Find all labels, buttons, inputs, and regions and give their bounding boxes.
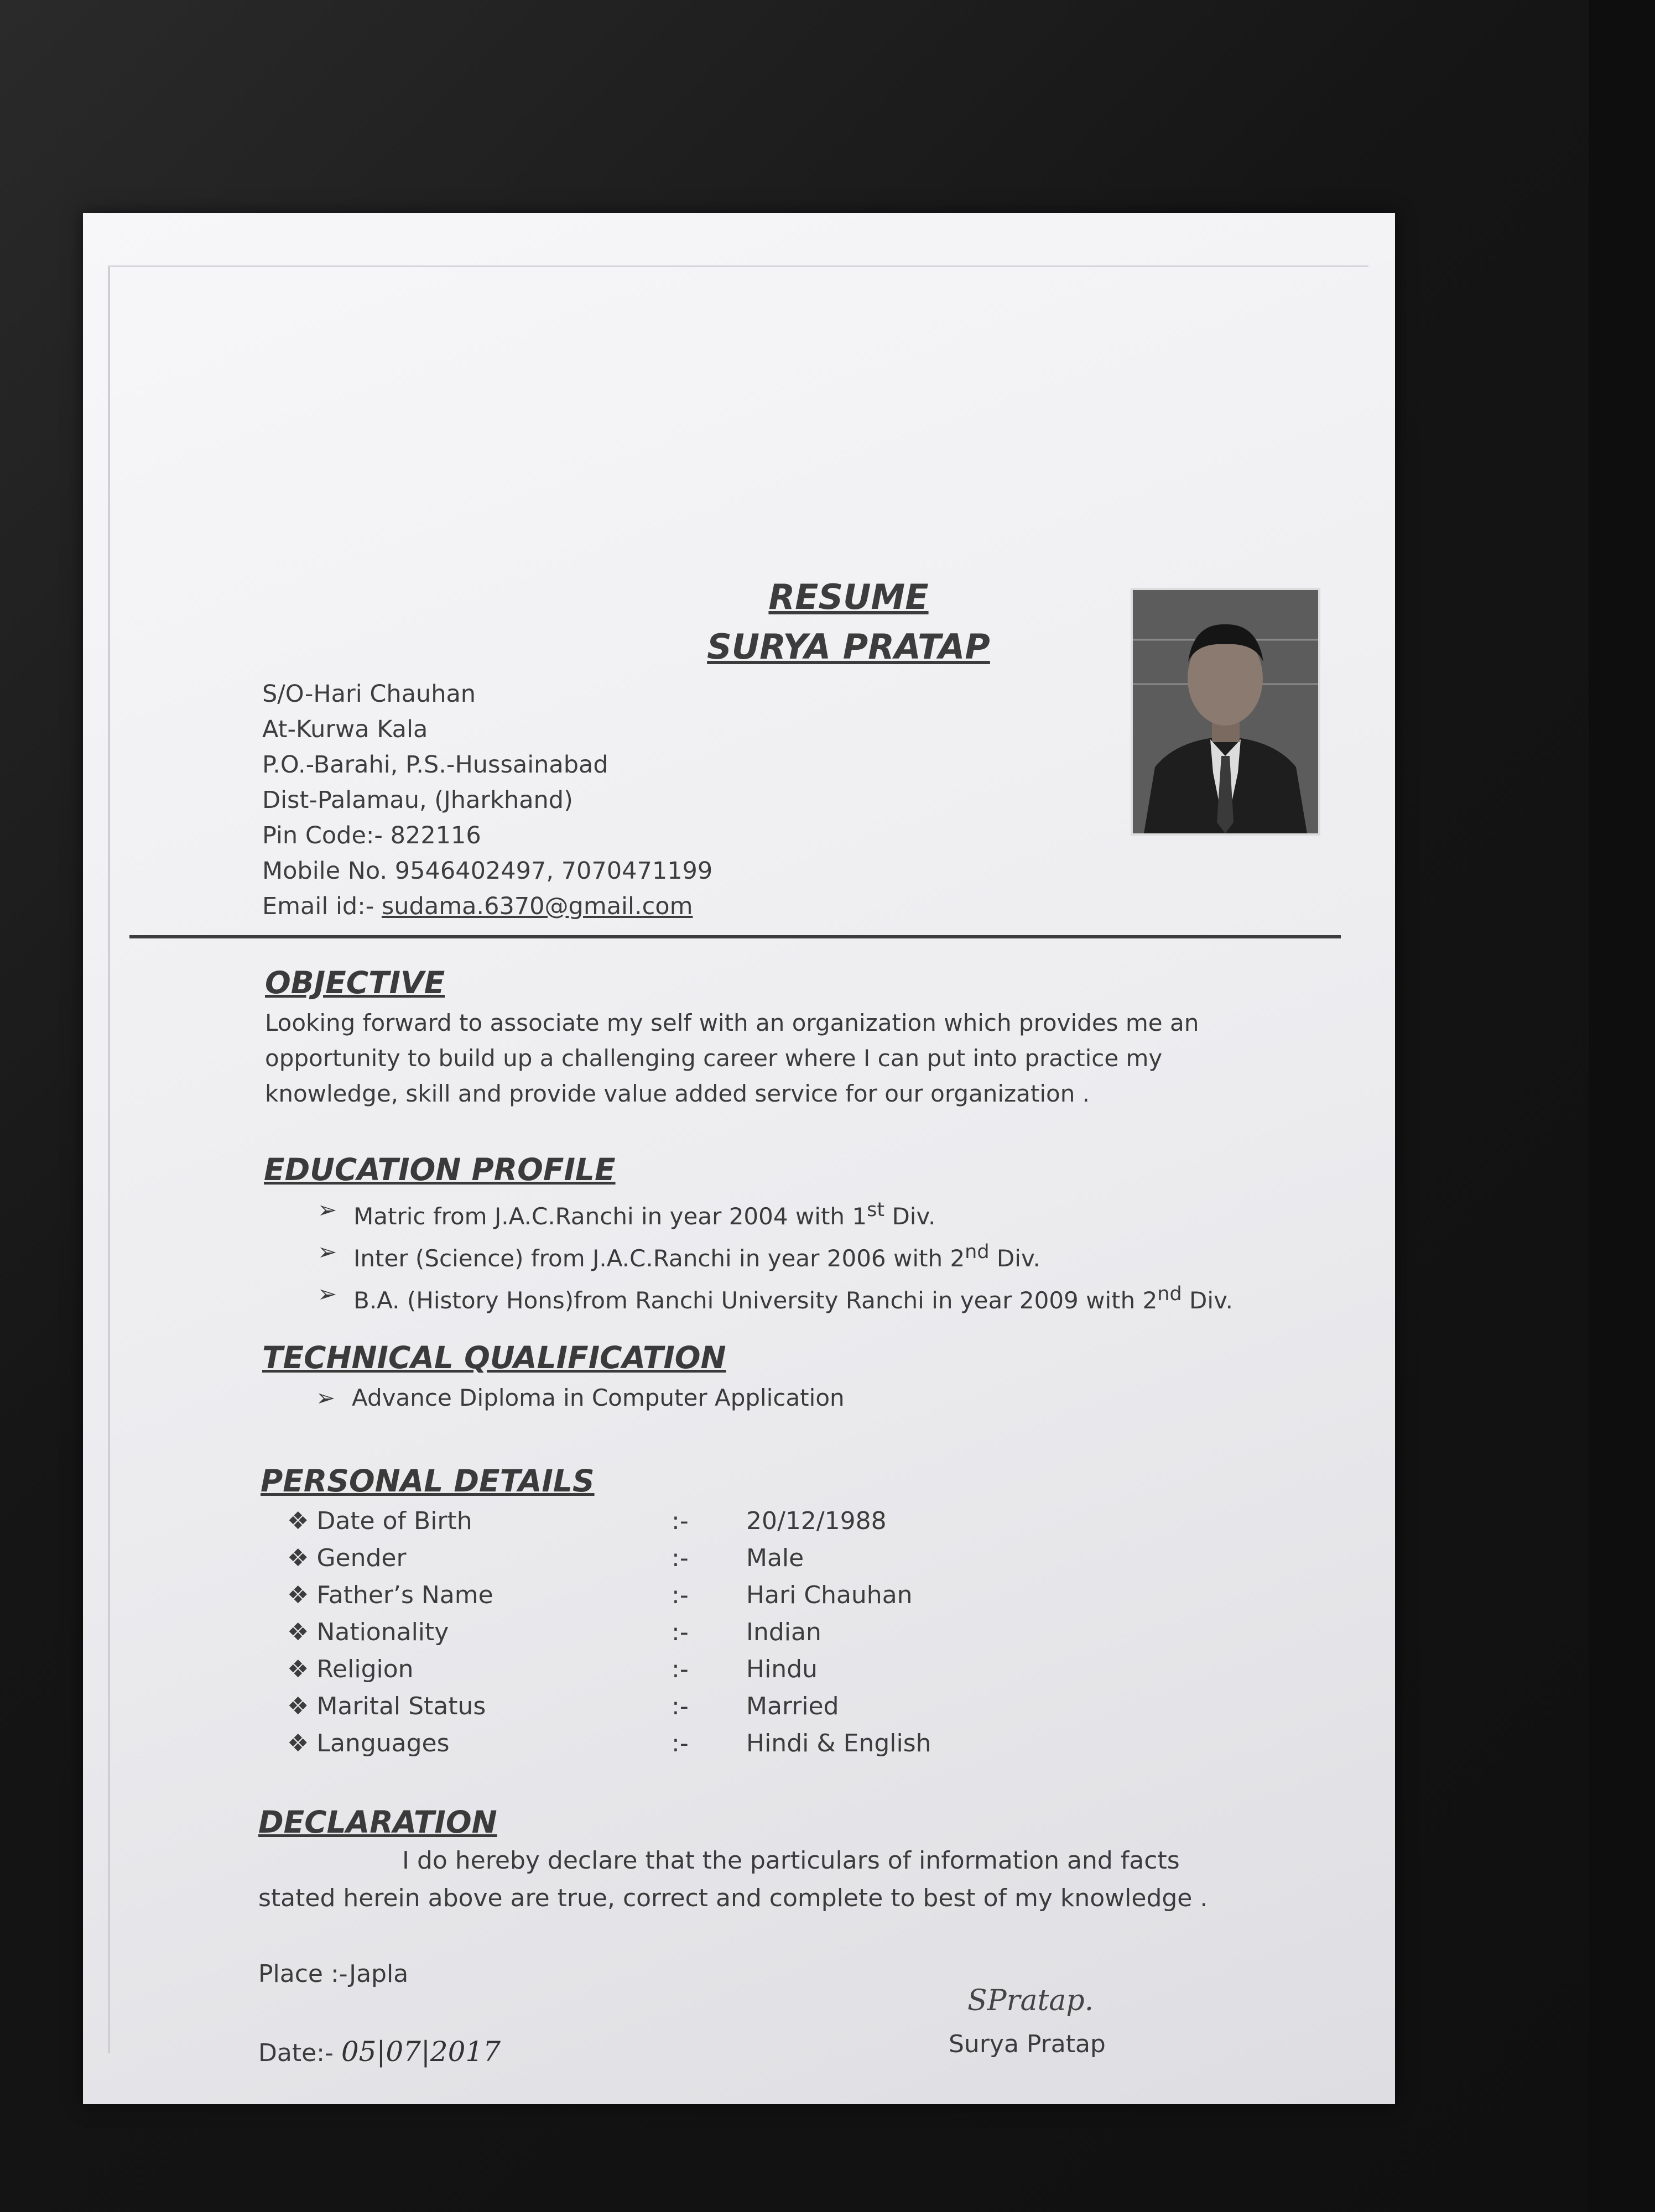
diamond-bullet-icon: ❖ [287,1618,309,1646]
diamond-bullet-icon: ❖ [287,1729,309,1757]
diamond-bullet-icon: ❖ [287,1581,309,1609]
declaration-heading: DECLARATION [258,1804,497,1840]
signer-name: Surya Pratap [949,2030,1106,2058]
date-text [258,2034,501,2071]
objective-text [265,1005,1199,1112]
arrow-bullet-icon: ➢ [318,1196,337,1223]
detail-label: ❖ Languages [287,1729,450,1757]
diamond-bullet-icon: ❖ [287,1692,309,1720]
declaration-line: stated herein above are true, correct and complete to best of my knowledge . [258,1884,1208,1912]
detail-value: Hindu [746,1655,818,1683]
list-item: ➢ Advance Diploma in Computer Application [316,1380,845,1416]
detail-separator: :- [672,1581,689,1609]
address-line: Pin Code:- 822116 [262,822,481,849]
arrow-bullet-icon: ➢ [318,1238,337,1265]
table-row [287,1614,1061,1651]
date-label: Date:- [258,2039,341,2067]
arrow-bullet-icon: ➢ [318,1280,337,1307]
header-divider [129,935,1341,938]
diamond-bullet-icon: ❖ [287,1544,309,1572]
objective-heading: OBJECTIVE [265,965,445,1000]
address-line: Dist-Palamau, (Jharkhand) [262,786,573,814]
detail-separator: :- [672,1544,689,1572]
objective-line: opportunity to build up a challenging career where I can put into practice my [265,1045,1163,1072]
address-block [262,676,712,924]
signature: SPratap. [967,1984,1094,2017]
education-heading: EDUCATION PROFILE [264,1152,616,1187]
detail-separator: :- [672,1729,689,1757]
list-item: ➢ B.A. (History Hons)from Ranchi University Ranchi in year 2009 with 2nd Div. [318,1276,1233,1318]
email-line [262,889,712,924]
table-row [287,1688,1061,1725]
objective-line: knowledge, skill and provide value added service for our organization . [265,1080,1090,1107]
table-row [287,1577,1061,1614]
resume-title: RESUME [768,577,929,617]
address-line: S/O-Hari Chauhan [262,680,476,708]
list-item: ➢ Inter (Science) from J.A.C.Ranchi in year 2006 with 2nd Div. [318,1234,1233,1276]
detail-value: 20/12/1988 [746,1507,887,1535]
applicant-name: SURYA PRATAP [707,627,990,667]
detail-label: ❖ Nationality [287,1618,449,1646]
place-text: Place :-Japla [258,1960,409,1988]
detail-separator: :- [672,1692,689,1720]
objective-line: Looking forward to associate my self with an organization which provides me an [265,1009,1199,1036]
table-row [287,1503,1061,1540]
email-label: Email id:- [262,893,382,920]
list-item: ➢ Matric from J.A.C.Ranchi in year 2004 with 1st Div. [318,1192,1233,1234]
detail-value: Hindi & English [746,1729,931,1757]
arrow-bullet-icon: ➢ [316,1384,336,1411]
detail-label: ❖ Marital Status [287,1692,486,1720]
technical-heading: TECHNICAL QUALIFICATION [262,1340,726,1375]
passport-photo-icon [1131,588,1320,836]
detail-value: Indian [746,1618,821,1646]
detail-value: Hari Chauhan [746,1581,913,1609]
resume-page [108,265,1368,2068]
education-list [318,1192,1233,1318]
resume-paper [83,213,1395,2104]
detail-value: Male [746,1544,804,1572]
table-row [287,1540,1061,1577]
diamond-bullet-icon: ❖ [287,1655,309,1683]
detail-separator: :- [672,1507,689,1535]
personal-heading: PERSONAL DETAILS [261,1463,595,1499]
detail-value: Married [746,1692,839,1720]
detail-separator: :- [672,1655,689,1683]
detail-label: ❖ Father’s Name [287,1581,493,1609]
detail-label: ❖ Religion [287,1655,414,1683]
technical-list [316,1380,845,1416]
mobile-line: Mobile No. 9546402497, 7070471199 [262,857,713,885]
address-line: At-Kurwa Kala [262,716,428,743]
declaration-line: I do hereby declare that the particulars of information and facts [402,1846,1180,1875]
detail-label: ❖ Gender [287,1544,407,1572]
detail-label: ❖ Date of Birth [287,1507,472,1535]
detail-separator: :- [672,1618,689,1646]
personal-details-table [287,1503,1061,1768]
background-edge [1589,0,1655,2212]
address-line: P.O.-Barahi, P.S.-Hussainabad [262,751,608,779]
table-row [287,1725,1061,1762]
table-row [287,1651,1061,1688]
handwritten-date: 05|07|2017 [341,2036,501,2068]
email-link[interactable]: sudama.6370@gmail.com [381,893,693,920]
diamond-bullet-icon: ❖ [287,1507,309,1535]
